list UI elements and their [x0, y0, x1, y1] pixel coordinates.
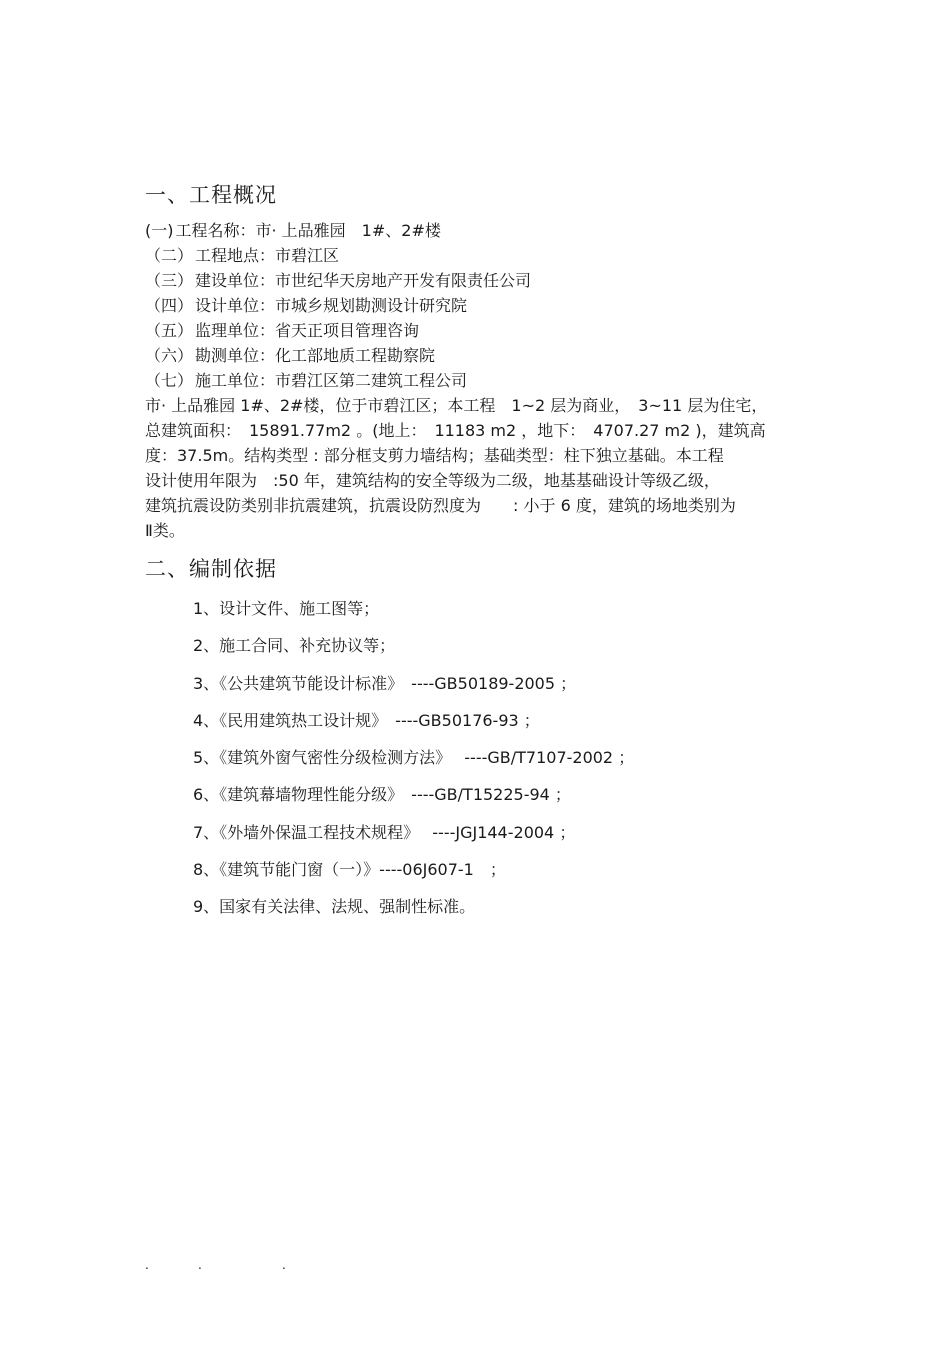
- description-line: 设计使用年限为 :50 年，建筑结构的安全等级为二级，地基基础设计等级乙级，: [145, 471, 720, 490]
- description-line: 市· 上品雅园 1#、2#楼，位于市碧江区；本工程 1~2 层为商业， 3~11 层为住宅，: [145, 396, 768, 415]
- info-item: [145, 293, 531, 318]
- description-line: 总建筑面积： 15891.77m2 。(地上： 11183 m2 ，地下： 4707.27 m2 )，建筑高: [145, 421, 766, 440]
- info-item-label: （四）: [145, 296, 194, 315]
- basis-item: 7、《外墙外保温工程技术规程》 ----JGJ144-2004 ；: [193, 822, 576, 842]
- description-line: 度：37.5m。结构类型 : 部分框支剪力墙结构；基础类型：柱下独立基础。本工程: [145, 446, 724, 465]
- info-item: [145, 368, 531, 393]
- info-item-label: （三）: [145, 271, 194, 290]
- info-item-text: 监理单位：省天正项目管理咨询: [195, 321, 420, 340]
- footer-dot: .: [198, 1258, 202, 1272]
- info-item-label: （七）: [145, 371, 194, 390]
- info-item: [145, 343, 531, 368]
- basis-item: 3、《公共建筑节能设计标准》 ----GB50189-2005 ；: [193, 673, 577, 693]
- project-description: [145, 393, 805, 543]
- footer-dot: .: [282, 1258, 286, 1272]
- basis-item: 8、《建筑节能门窗（一）》----06J607-1 ；: [193, 860, 506, 880]
- basis-item: 2、施工合同、补充协议等；: [193, 636, 396, 656]
- footer-dots: [0, 1258, 950, 1278]
- basis-item: 9、国家有关法律、法规、强制性标准。: [193, 897, 476, 917]
- basis-list: [193, 598, 634, 934]
- description-line: 建筑抗震设防类别非抗震建筑，抗震设防烈度为 : 小于 6 度，建筑的场地类别为: [145, 496, 736, 515]
- info-item: [145, 218, 531, 243]
- info-item-label: （五）: [145, 321, 194, 340]
- info-item-text: 勘测单位：化工部地质工程勘察院: [195, 346, 436, 365]
- info-item: [145, 318, 531, 343]
- description-line: Ⅱ类。: [145, 521, 185, 540]
- basis-item: 4、《民用建筑热工设计规》 ----GB50176-93 ；: [193, 710, 540, 730]
- info-item: [145, 243, 531, 268]
- info-item-text: 建设单位：市世纪华天房地产开发有限责任公司: [195, 271, 532, 290]
- info-item-text: 施工单位：市碧江区第二建筑工程公司: [195, 371, 468, 390]
- info-item-text: 设计单位：市城乡规划勘测设计研究院: [195, 296, 468, 315]
- section-title-overview: 一、工程概况: [145, 183, 277, 207]
- footer-dot: .: [145, 1258, 149, 1272]
- info-item-label: （二）: [145, 246, 194, 265]
- info-item: [145, 268, 531, 293]
- basis-item: 6、《建筑幕墙物理性能分级》 ----GB/T15225-94 ；: [193, 785, 571, 805]
- basis-item: 5、《建筑外窗气密性分级检测方法》 ----GB/T7107-2002 ；: [193, 748, 635, 768]
- section-title-basis: 二、编制依据: [145, 557, 277, 581]
- project-info-list: [145, 218, 531, 393]
- info-item-text: 工程地点：市碧江区: [195, 246, 340, 265]
- info-item-text: 工程名称：市· 上品雅园 1#、2#楼: [175, 221, 441, 240]
- basis-item: 1、设计文件、施工图等；: [193, 599, 380, 618]
- info-item-label: (一): [145, 221, 174, 240]
- info-item-label: （六）: [145, 346, 194, 365]
